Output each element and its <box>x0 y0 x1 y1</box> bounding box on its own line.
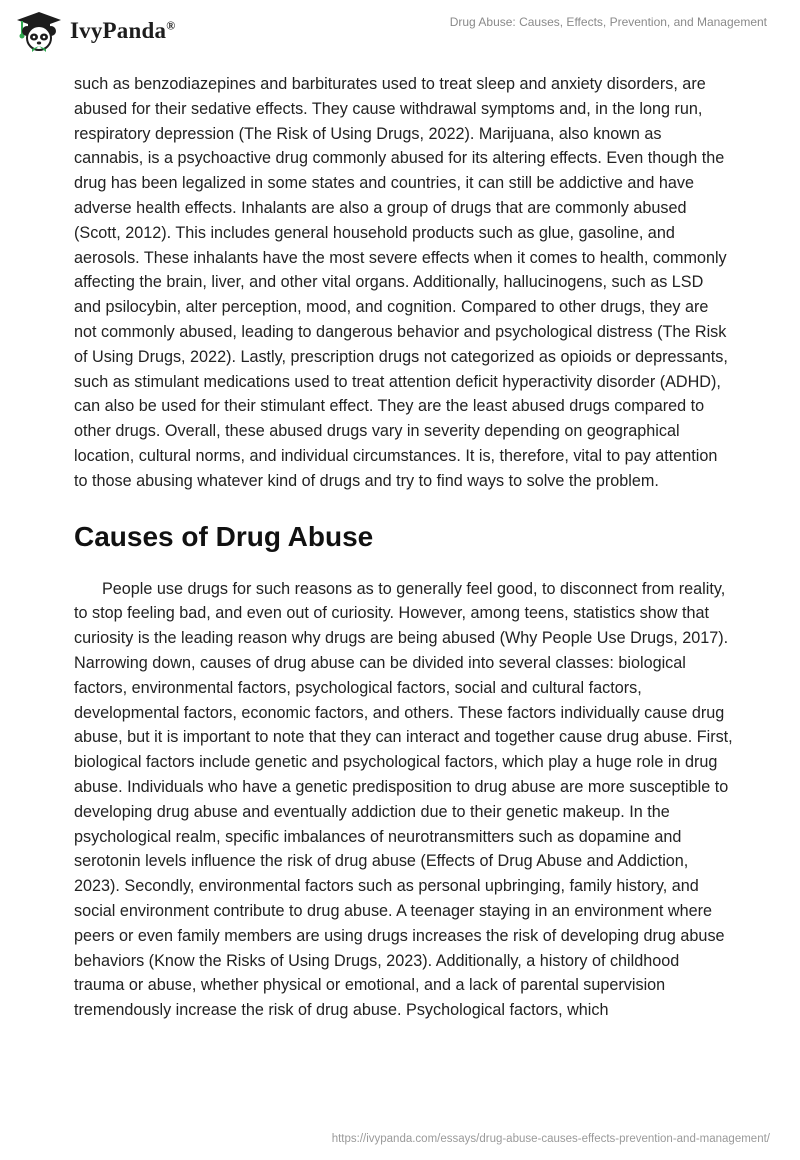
page-header <box>0 0 800 70</box>
brand-name: IvyPanda® <box>70 18 176 43</box>
source-url-link[interactable]: https://ivypanda.com/essays/drug-abuse-causes-effects-prevention-and-management/ <box>331 1133 770 1145</box>
document-title: Drug Abuse: Causes, Effects, Prevention, and Management <box>449 15 767 29</box>
section-heading: Causes of Drug Abuse <box>74 520 374 552</box>
panda-graduate-icon <box>14 10 64 52</box>
body-paragraph: such as benzodiazepines and barbiturates used to treat sleep and anxiety disorders, are abused for their sedative effects. They cause withdrawal symptoms and, in the long run, respiratory depression (The Risk of Using Drugs, 2022). Marijuana, also known as cannabis, is a psychoactive drug commonly abused for its altering effects. Even though the drug has been legalized in some states and countries, it can still be addictive and have adverse health effects. Inhalants are also a group of drugs that are commonly abused (Scott, 2012). This includes general household products such as glue, gasoline, and aerosols. These inhalants have the most severe effects when it comes to health, commonly affecting the brain, liver, and other vital organs. Additionally, hallucinogens, such as LSD and psilocybin, alter perception, mood, and cognition. Compared to other drugs, they are not commonly abused, leading to dangerous behavior and psychological distress (The Risk of Using Drugs, 2022). Lastly, prescription drugs not categorized as opioids or depressants, such as stimulant medications used to treat attention deficit hyperactivity disorder (ADHD), can also be used for their stimulant effect. They are the least abused drugs compared to other drugs. Overall, these abused drugs vary in severity depending on geographical location, cultural norms, and individual circumstances. It is, therefore, vital to pay attention to those abusing whatever kind of drugs and try to find ways to solve the problem. <box>74 75 728 490</box>
essay-body <box>74 72 734 1023</box>
body-paragraph: People use drugs for such reasons as to generally feel good, to disconnect from reality, to stop feeling bad, and even out of curiosity. However, among teens, statistics show that curiosity is the leading reason why drugs are being abused (Why People Use Drugs, 2017). Narrowing down, causes of drug abuse can be divided into several classes: biological factors, environmental factors, psychological factors, social and cultural factors, developmental factors, economic factors, and others. These factors individually cause drug abuse, but it is important to note that they can interact and together cause drug abuse. First, biological factors include genetic and psychological factors, which play a huge role in drug abuse. Individuals who have a genetic predisposition to drug abuse are more susceptible to developing drug abuse and eventually addiction due to their genetic makeup. In the psychological realm, specific imbalances of neurotransmitters such as dopamine and serotonin levels influence the risk of drug abuse (Effects of Drug Abuse and Addiction, 2023). Secondly, environmental factors such as personal upbringing, family history, and social environment contribute to drug abuse. A teenager staying in an environment where peers or even family members are using drugs increases the risk of developing drug abuse behaviors (Know the Risks of Using Drugs, 2023). Additionally, a history of childhood trauma or abuse, whether physical or emotional, and a lack of parental supervision tremendously increase the risk of drug abuse. Psychological factors, which <box>74 579 733 1020</box>
brand-logo-link[interactable] <box>14 10 175 52</box>
registered-mark: ® <box>166 18 176 33</box>
